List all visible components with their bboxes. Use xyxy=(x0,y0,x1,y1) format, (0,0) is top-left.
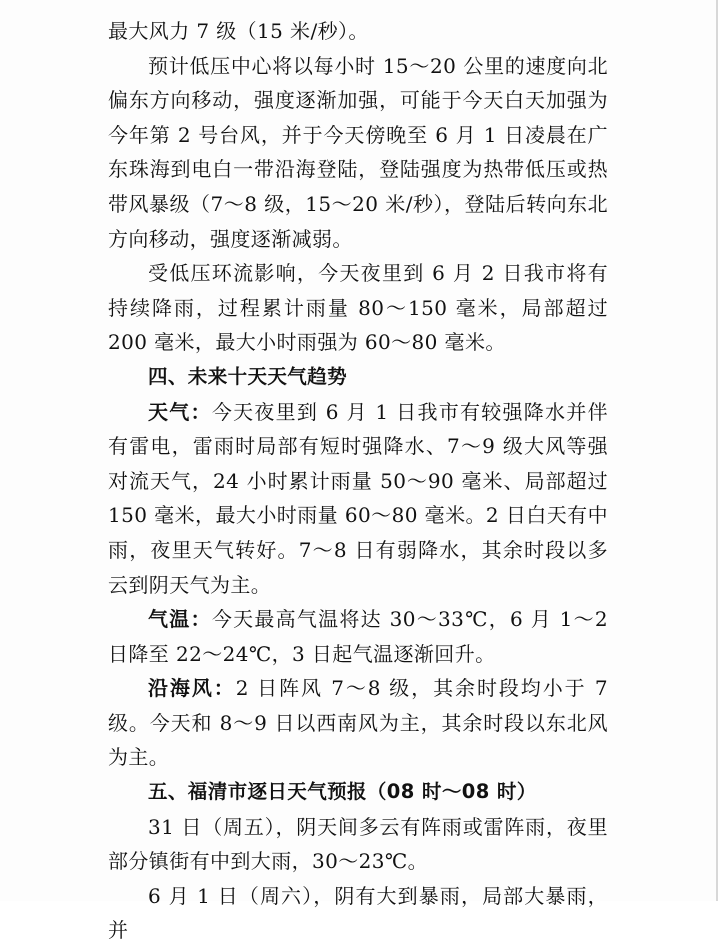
paragraph-day-31: 31 日（周五），阴天间多云有阵雨或雷阵雨，夜里部分镇街有中到大雨，30～23℃。 xyxy=(108,814,608,874)
paragraph-june-1: 6 月 1 日（周六），阴有大到暴雨，局部大暴雨，并 xyxy=(108,883,608,943)
paragraph-rainfall-impact: 受低压环流影响，今天夜里到 6 月 2 日我市将有持续降雨，过程累计雨量 80～150 毫米，局部超过 200 毫米，最大小时雨强为 60～80 毫米。 xyxy=(108,261,608,355)
paragraph-temperature xyxy=(108,602,608,671)
paragraph-coastal-wind xyxy=(108,671,608,775)
weather-text: 今天夜里到 6 月 1 日我市有较强降水并伴有雷电，雷雨时局部有短时强降水、7～9 级大风等强对流天气，24 小时累计雨量 50～90 毫米、局部超过 150 毫米，最大小时雨量 60～80 毫米。2 日白天有中雨，夜里天气转好。7～8 日有弱降水，其余时段以多云到阴天气为主。 xyxy=(108,399,608,597)
weather-lead-label: 天气： xyxy=(148,399,212,424)
coastal-wind-lead-label: 沿海风： xyxy=(148,676,236,701)
section-heading-daily-forecast: 五、福清市逐日天气预报（08 时～08 时） xyxy=(148,780,537,804)
paragraph-low-pressure-forecast: 预计低压中心将以每小时 15～20 公里的速度向北偏东方向移动，强度逐渐加强，可能于今天白天加强为今年第 2 号台风，并于今天傍晚至 6 月 1 日凌晨在广东珠海到电白一带沿海登陆，登陆强度为热带低压或热带风暴级（7～8 级，15～20 米/秒），登陆后转向东北方向移动，强度逐渐减弱。 xyxy=(108,53,608,251)
temperature-lead-label: 气温： xyxy=(148,607,212,632)
section-heading-ten-day-trend: 四、未来十天天气趋势 xyxy=(148,364,348,388)
temperature-text: 今天最高气温将达 30～33℃，6 月 1～2 日降至 22～24℃，3 日起气温逐渐回升。 xyxy=(108,607,609,666)
document-body xyxy=(108,14,608,948)
paragraph-weather xyxy=(108,395,608,603)
coastal-wind-text: 2 日阵风 7～8 级，其余时段均小于 7 级。今天和 8～9 日以西南风为主，其余时段以东北风为主。 xyxy=(108,676,608,770)
paragraph-max-wind: 最大风力 7 级（15 米/秒）。 xyxy=(108,19,369,43)
